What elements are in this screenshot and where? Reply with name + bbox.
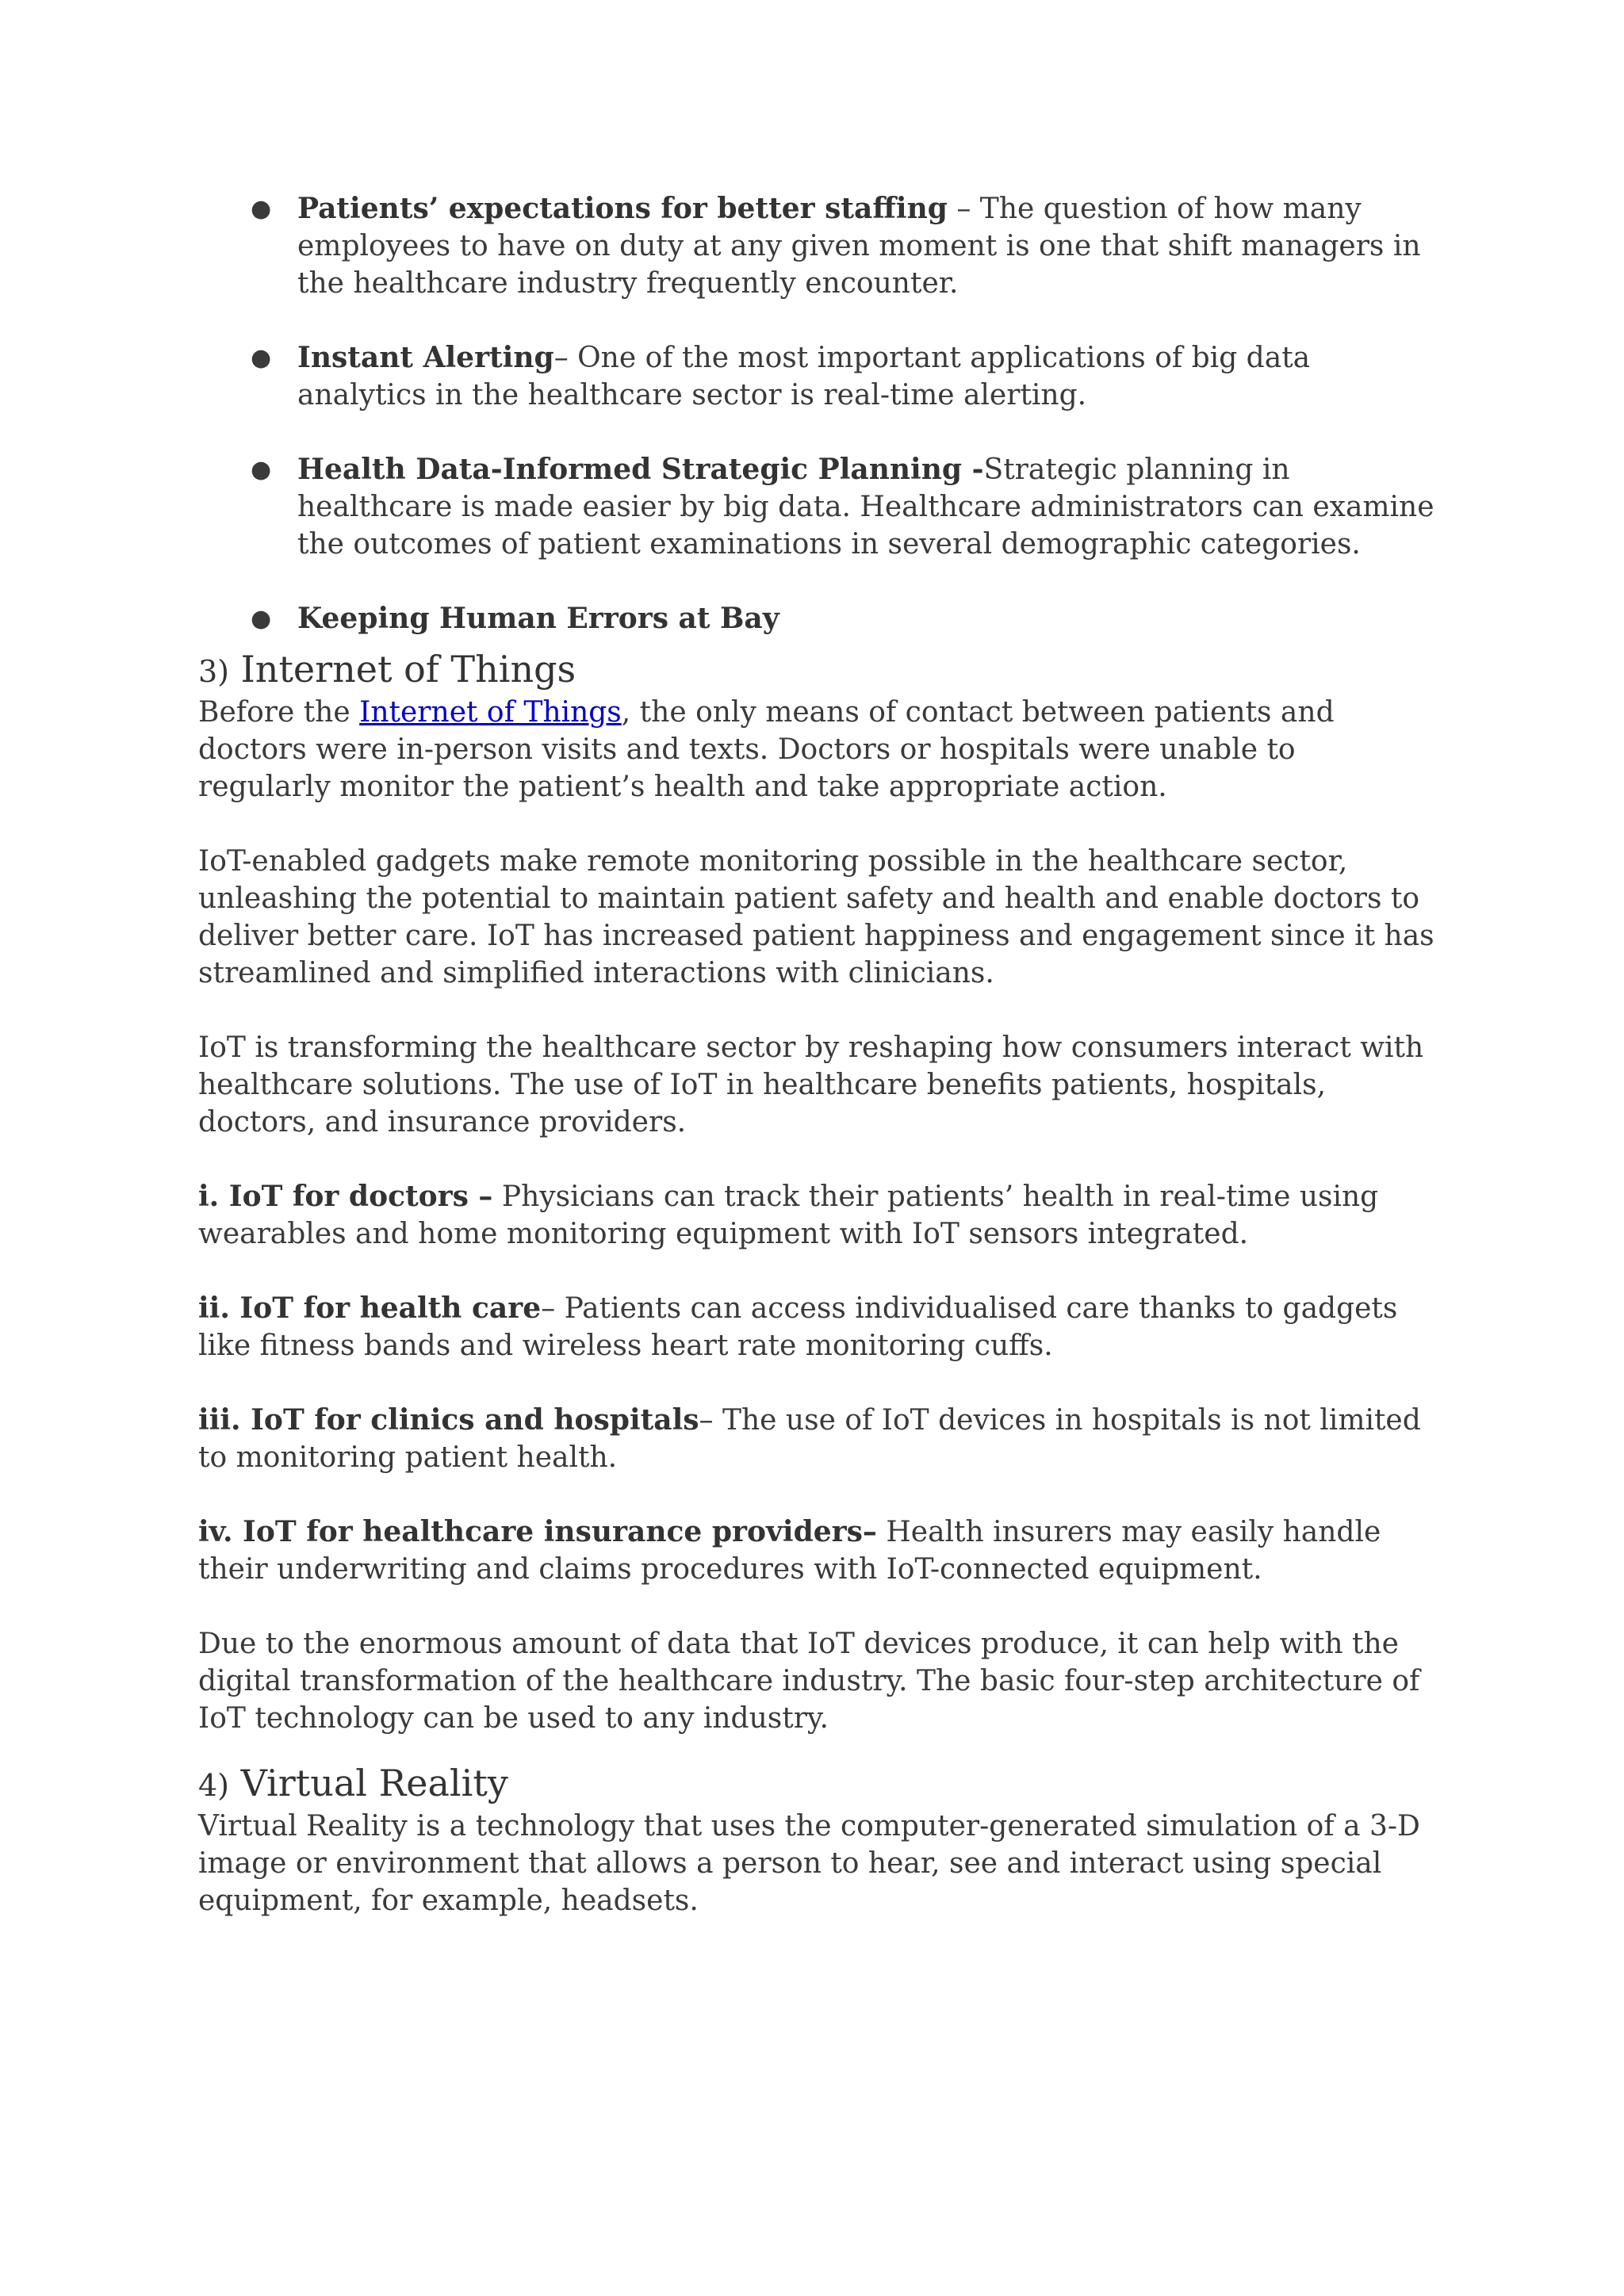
iot-item-text: Health insurers may easily handle their underwriting and claims procedures with IoT-connected equipment. bbox=[198, 1516, 1381, 1586]
iot-item-text: Physicians can track their patients’ health in real-time using wearables and home monitoring equipment with IoT sensors integrated. bbox=[198, 1181, 1379, 1250]
bullet-item bbox=[198, 339, 1435, 414]
section-heading-virtual-reality bbox=[198, 1761, 1435, 1808]
bullet-dot-icon: ● bbox=[251, 344, 272, 372]
bullet-item bbox=[198, 190, 1435, 302]
bullet-item-heading: Keeping Human Errors at Bay bbox=[297, 602, 779, 635]
bullet-dot-icon: ● bbox=[251, 195, 272, 223]
bullet-item-heading: Patients’ expectations for better staffing bbox=[297, 192, 948, 225]
bullet-item bbox=[198, 451, 1435, 563]
iot-item-heading: iv. IoT for healthcare insurance providers– bbox=[198, 1515, 877, 1548]
iot-item bbox=[198, 1290, 1435, 1364]
paragraph-text: Before the bbox=[198, 696, 360, 729]
bullet-item-heading: Health Data-Informed Strategic Planning - bbox=[297, 453, 984, 486]
bullet-item-text: Strategic planning in healthcare is made easier by big data. Healthcare administrators can examine the outcomes of patient examinations in several demographic categories. bbox=[297, 453, 1434, 561]
iot-item bbox=[198, 1402, 1435, 1476]
bullet-list bbox=[198, 190, 1435, 637]
section-heading-internet-of-things bbox=[198, 647, 1435, 694]
bullet-dot-icon: ● bbox=[251, 456, 272, 484]
iot-item bbox=[198, 1513, 1435, 1588]
paragraph: Virtual Reality is a technology that uses the computer-generated simulation of a 3-D image or environment that allows a person to hear, see and interact using special equipment, for example, headsets. bbox=[198, 1810, 1420, 1917]
iot-item-text: – Patients can access individualised care thanks to gadgets like fitness bands and wireless heart rate monitoring cuffs. bbox=[198, 1292, 1398, 1362]
document-page bbox=[198, 190, 1435, 1919]
iot-item-heading: iii. IoT for clinics and hospitals bbox=[198, 1403, 699, 1437]
internet-of-things-link[interactable]: Internet of Things bbox=[359, 696, 622, 729]
bullet-item-text: – One of the most important applications of big data analytics in the healthcare sector is real-time alerting. bbox=[297, 342, 1311, 411]
iot-item bbox=[198, 1178, 1435, 1253]
section-title: Internet of Things bbox=[240, 648, 576, 691]
paragraph: IoT is transforming the healthcare sector by reshaping how consumers interact with healthcare solutions. The use of IoT in healthcare benefits patients, hospitals, doctors, and insurance providers. bbox=[198, 1031, 1424, 1138]
bullet-item bbox=[198, 600, 1435, 637]
bullet-item-heading: Instant Alerting bbox=[297, 341, 554, 374]
paragraph bbox=[198, 694, 1435, 806]
paragraph-text: , the only means of contact between patients and doctors were in-person visits and texts. Doctors or hospitals were unable to regularly monitor the patient’s health and take appropriate action. bbox=[198, 696, 1335, 803]
bullet-dot-icon: ● bbox=[251, 605, 272, 633]
bullet-item-text: – The question of how many employees to have on duty at any given moment is one that shift managers in the healthcare industry frequently encounter. bbox=[297, 193, 1421, 300]
section-number: 3) bbox=[198, 654, 230, 689]
iot-item-text: – The use of IoT devices in hospitals is not limited to monitoring patient health. bbox=[198, 1404, 1421, 1474]
iot-item-heading: i. IoT for doctors – bbox=[198, 1180, 493, 1213]
paragraph: Due to the enormous amount of data that IoT devices produce, it can help with the digital transformation of the healthcare industry. The basic four-step architecture of IoT technology can be used to any industry. bbox=[198, 1628, 1420, 1735]
section-title: Virtual Reality bbox=[240, 1762, 508, 1804]
iot-item-heading: ii. IoT for health care bbox=[198, 1292, 542, 1325]
section-number: 4) bbox=[198, 1768, 230, 1803]
paragraph: IoT-enabled gadgets make remote monitoring possible in the healthcare sector, unleashing the potential to maintain patient safety and health and enable doctors to deliver better care. IoT has increased patient happiness and engagement since it has streamlined and simplified interactions with clinicians. bbox=[198, 845, 1434, 989]
